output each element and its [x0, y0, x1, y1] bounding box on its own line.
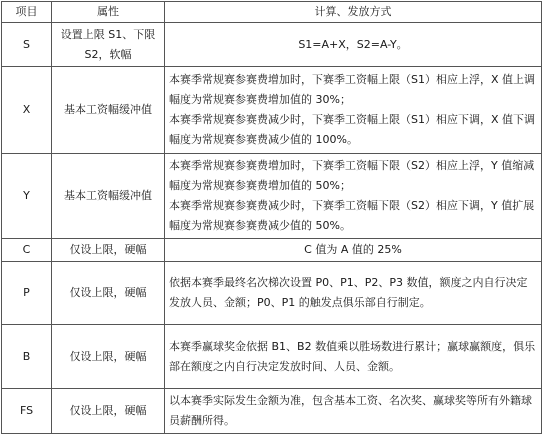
table-row: [2, 389, 542, 434]
row-method: [165, 154, 542, 239]
row-item: Y: [2, 154, 52, 239]
table-row: [2, 239, 542, 262]
row-attr: 设置上限 S1、下限 S2，软幅: [52, 23, 165, 67]
rules-table: [1, 1, 542, 434]
table-row: [2, 325, 542, 389]
row-attr: 仅设上限，硬幅: [52, 262, 165, 325]
row-method: [165, 325, 542, 389]
row-method: [165, 67, 542, 154]
table-header-row: [2, 2, 542, 23]
method-line: 本赛季赢球奖金依据 B1、B2 数值乘以胜场数进行累计；赢球赢额度，俱乐部在额度之内自行决定发放时间、人员、金额。: [169, 339, 536, 373]
table-row: [2, 67, 542, 154]
table-row: [2, 262, 542, 325]
method-line: 依据本赛季最终名次梯次设置 P0、P1、P2、P3 数值，额度之内自行决定发放人员、金额；P0、P1 的触发点俱乐部自行制定。: [169, 276, 528, 309]
row-attr: 仅设上限，硬幅: [52, 239, 165, 262]
header-method: 计算、发放方式: [165, 2, 542, 23]
row-item: C: [2, 239, 52, 262]
row-item: X: [2, 67, 52, 154]
method-line: 本赛季常规赛参赛费减少时，下赛季工资幅上限（S1）相应下调，X 值下调幅度为常规赛参赛费减少值的 100%。: [169, 113, 536, 146]
row-item: B: [2, 325, 52, 389]
row-item: FS: [2, 389, 52, 434]
method-line: S1=A+X，S2=A-Y。: [298, 37, 408, 51]
row-attr: 仅设上限，硬幅: [52, 389, 165, 434]
row-method: [165, 262, 542, 325]
row-item: S: [2, 23, 52, 67]
row-item: P: [2, 262, 52, 325]
header-attr: 属性: [52, 2, 165, 23]
row-method: [165, 239, 542, 262]
method-line: 本赛季常规赛参赛费减少时，下赛季工资幅下限（S2）相应下调，Y 值扩展幅度为常规赛参赛费减少值的 50%。: [169, 199, 535, 232]
row-attr: 基本工资幅缓冲值: [52, 154, 165, 239]
table-row: [2, 23, 542, 67]
method-line: 以本赛季实际发生金额为准，包含基本工资、名次奖、赢球奖等所有外籍球员薪酬所得。: [169, 394, 532, 427]
header-item: 项目: [2, 2, 52, 23]
method-line: 本赛季常规赛参赛费增加时，下赛季工资幅下限（S2）相应上浮，Y 值缩减幅度为常规赛参赛费增加值的 50%；: [169, 159, 535, 192]
row-method: [165, 389, 542, 434]
method-line: 本赛季常规赛参赛费增加时，下赛季工资幅上限（S1）相应上浮，X 值上调幅度为常规赛参赛费增加值的 30%；: [169, 73, 536, 106]
row-method: [165, 23, 542, 67]
table-row: [2, 154, 542, 239]
row-attr: 仅设上限，硬幅: [52, 325, 165, 389]
method-line: C 值为 A 值的 25%: [304, 243, 402, 256]
row-attr: 基本工资幅缓冲值: [52, 67, 165, 154]
